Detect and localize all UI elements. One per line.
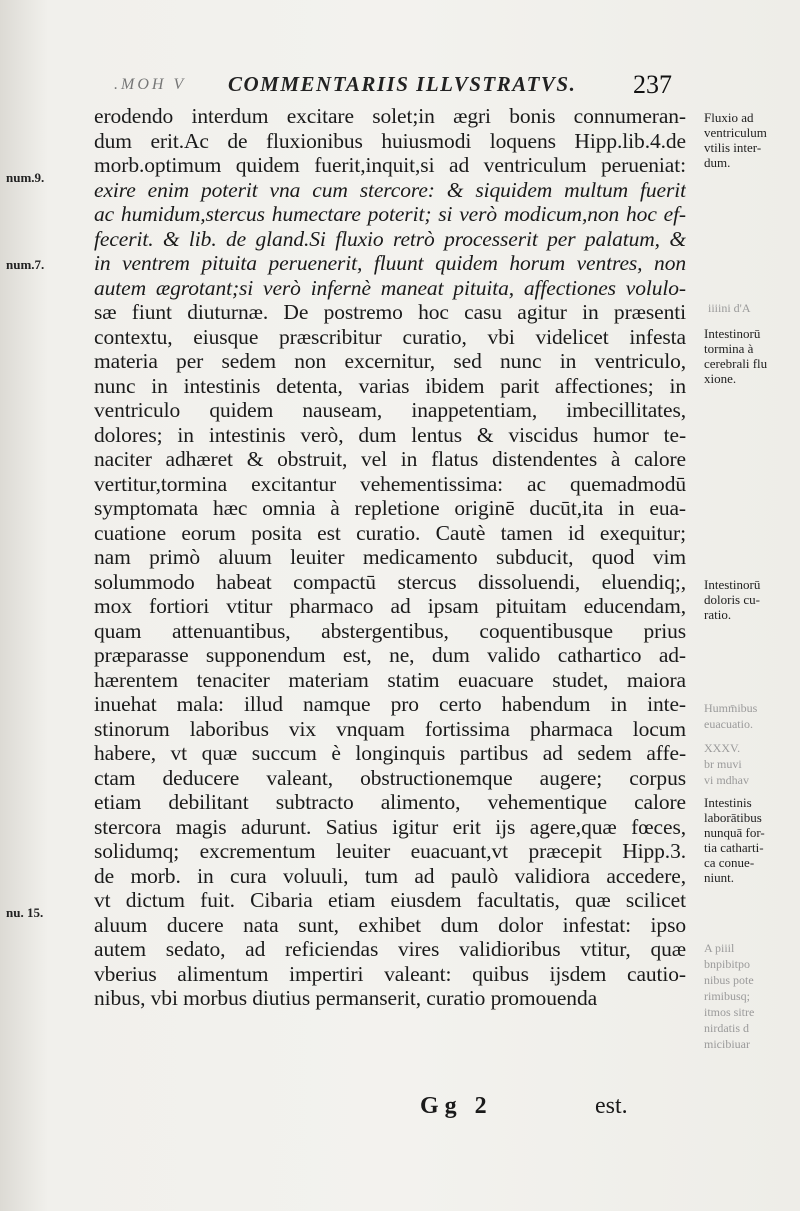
side-note-fluxio: Fluxio ad ventriculum vtilis inter- dum. xyxy=(704,110,767,170)
margin-ref-num9: num.9. xyxy=(6,170,45,185)
text-line: solummodo habeat compactū stercus dissoluendi, eluendiq;, xyxy=(94,569,686,594)
text-line: autem ægrotant;si verò infernè maneat pituita, affectiones volulo- xyxy=(94,275,686,300)
text-line: etiam debilitant subtracto alimento, vehementique calore xyxy=(94,790,686,814)
text-line: exire enim poterit vna cum stercore: & siquidem multum fuerit xyxy=(94,177,686,202)
text-line: aluum ducere nata sunt, exhibet dum dolor infestat: ipso xyxy=(94,912,686,937)
text-line: ventriculo quidem nauseam, inappetentiam, imbecillitates, xyxy=(94,398,686,422)
text-line: in ventrem pituita peruenerit, fluunt quidem horum ventres, non xyxy=(94,251,686,275)
text-line: fecerit. & lib. de gland.Si fluxio retrò processerit per palatum, & xyxy=(94,226,686,251)
show-through-3: XXXV. br muvi vi mdhav xyxy=(704,741,749,787)
text-line: vertitur,tormina excitantur vehementissima: ac quemadmodū xyxy=(94,471,686,496)
margin-ref-nu15: nu. 15. xyxy=(6,905,44,920)
text-line: erodendo interdum excitare solet;in ægri bonis connumeran- xyxy=(94,104,686,128)
text-line: sæ fiunt diuturnæ. De postremo hoc casu agitur in præsenti xyxy=(94,300,686,324)
text-line: solidumq; excrementum leuiter euacuant,vt præcepit Hipp.3. xyxy=(94,839,686,863)
text-line: morb.optimum quidem fuerit,inquit,si ad ventriculum perueniat: xyxy=(94,153,686,177)
page-number: 237 xyxy=(633,70,672,99)
text-line: vt dictum fuit. Cibaria etiam eiusdem facultatis, quæ scilicet xyxy=(94,888,686,912)
side-note-curatio: Intestinorū doloris cu- ratio. xyxy=(704,577,761,622)
show-through-4: A piiil bnpibitpo nibus pote rimibusq; itmos sitre nirdatis d micibiuar xyxy=(704,941,755,1051)
show-through-2: Humm̄ibus euacuatio. xyxy=(704,701,758,731)
margin-ref-num7: num.7. xyxy=(6,257,45,272)
text-line: de morb. in cura voluuli, tum ad paulò validiora accedere, xyxy=(94,863,686,888)
text-line: nunc in intestinis detenta, varias ibidem parit affectiones; in xyxy=(94,373,686,398)
show-through-1: iiiini d'A xyxy=(708,301,751,315)
text-line: ctam deducere valeant, obstructionemque augere; corpus xyxy=(94,765,686,790)
header-title: COMMENTARIIS ILLVSTRATVS. xyxy=(228,72,577,96)
text-line: materia per sedem non excernitur, sed nunc in ventriculo, xyxy=(94,349,686,373)
page-footer xyxy=(420,1093,670,1123)
text-line: symptomata hæc omnia à repletione originē ducūt,ita in eua- xyxy=(94,496,686,520)
main-text-block xyxy=(94,104,686,1011)
text-line: ac humidum,stercus humectare poterit; si verò modicum,non hoc ef- xyxy=(94,202,686,226)
text-line: habere, vt quæ succum è longinquis partibus ad sedem affe- xyxy=(94,741,686,765)
text-line: vberius alimentum impertiri valeant: quibus ijsdem cautio- xyxy=(94,961,686,986)
catchword: est. xyxy=(595,1093,628,1119)
text-line: contextu, eiusque præscribitur curatio, vbi videlicet infesta xyxy=(94,324,686,349)
text-line: cuatione eorum posita est curatio. Cautè tamen id exequitur; xyxy=(94,520,686,545)
text-line: præparasse supponendum est, ne, dum valido cathartico ad- xyxy=(94,643,686,667)
running-header xyxy=(100,70,700,100)
text-line: nam primò aluum leuiter medicamento subducit, quod vim xyxy=(94,545,686,569)
text-line: naciter adhæret & obstruit, vel in flatus distendentes à calore xyxy=(94,447,686,471)
text-line: stinorum laboribus vix vnquam fortissima pharmaca locum xyxy=(94,716,686,741)
text-line: hærentem tenaciter materiam statim euacuare studet, maiora xyxy=(94,667,686,692)
header-left-mark: .MOH V xyxy=(114,76,187,93)
text-line: quam attenuantibus, abstergentibus, coquentibusque prius xyxy=(94,618,686,643)
side-note-tormina: Intestinorū tormina à cerebrali flu xione. xyxy=(704,326,768,386)
text-line: nibus, vbi morbus diutius permanserit, curatio promouenda xyxy=(94,986,598,1010)
text-line: dum erit.Ac de fluxionibus huiusmodi loquens Hipp.lib.4.de xyxy=(94,128,686,153)
text-line: stercora magis adurunt. Satius igitur erit ijs agere,quæ fœces, xyxy=(94,814,686,839)
text-line: autem sedato, ad reficiendas vires validioribus vtitur, quæ xyxy=(94,937,686,961)
side-note-cathartica: Intestinis laborātibus nunquā for- tia catharti- ca conue- niunt. xyxy=(704,795,765,885)
text-line: mox fortiori vtitur pharmaco ad ipsam pituitam educendam, xyxy=(94,594,686,618)
text-line: inuehat mala: illud namque pro certo habendum in inte- xyxy=(94,692,686,716)
signature-mark: Gg 2 xyxy=(420,1093,493,1119)
text-line: dolores; in intestinis verò, dum lentus & viscidus humor te- xyxy=(94,422,686,447)
